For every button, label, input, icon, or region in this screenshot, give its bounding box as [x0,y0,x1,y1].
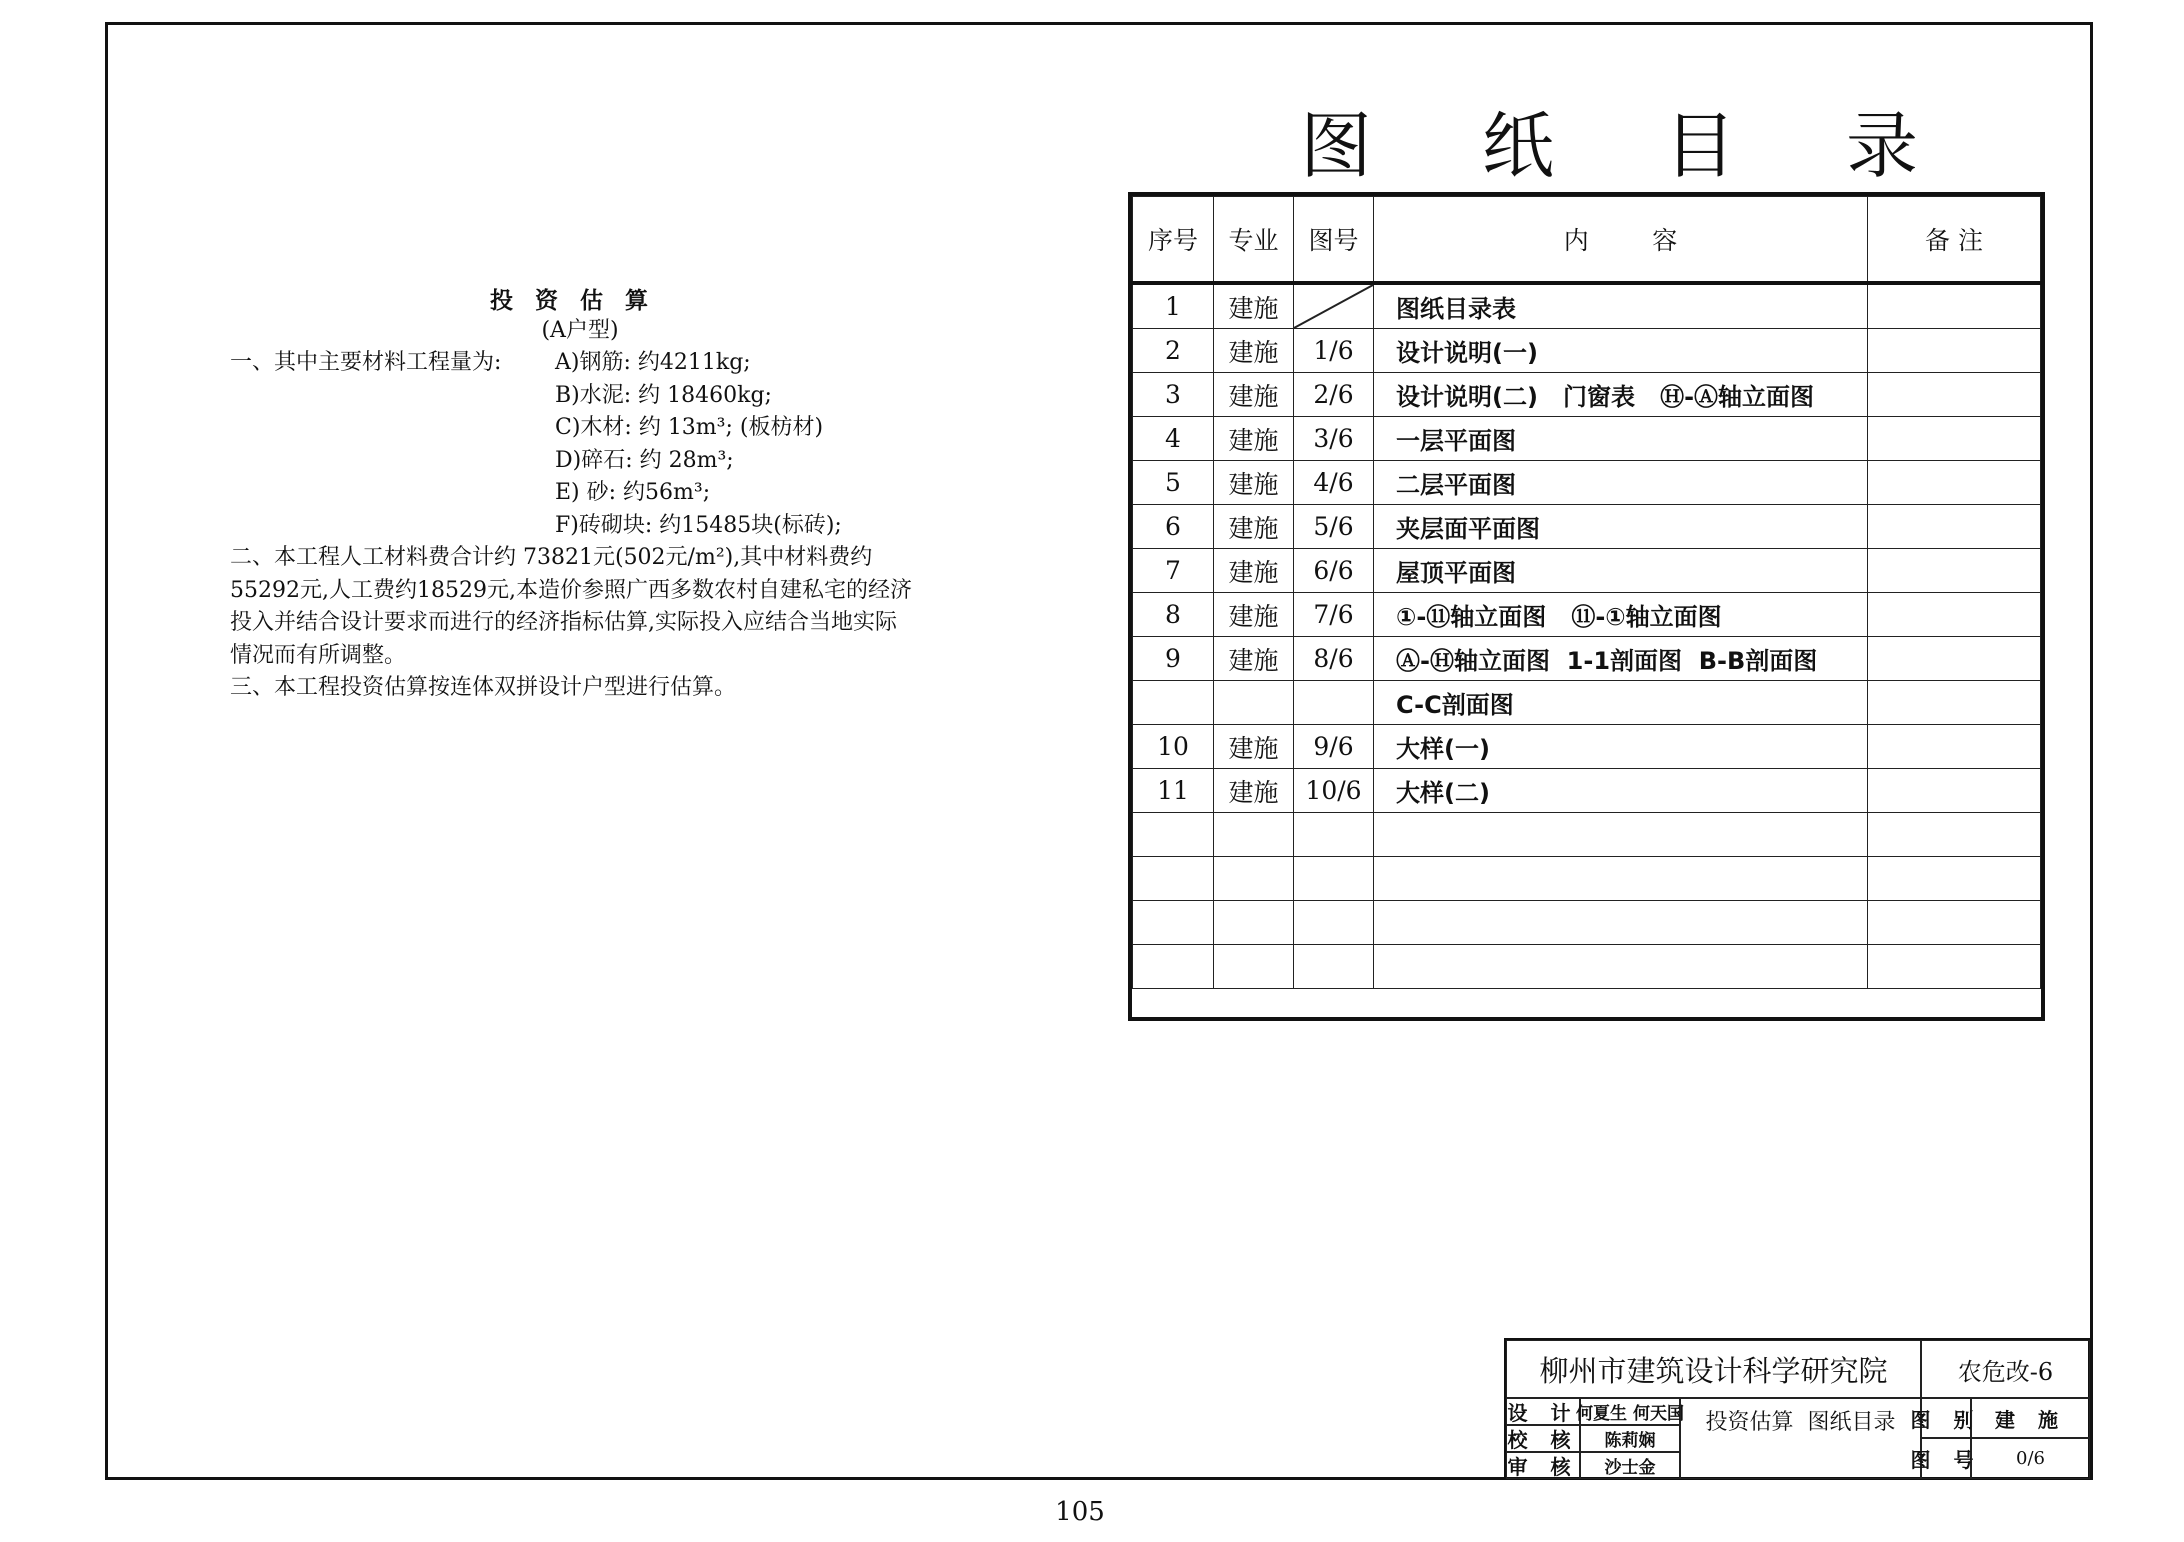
row-number: 8 [1133,593,1214,637]
row-number: 11 [1133,769,1214,813]
estimate-title: 投资估算 [490,287,670,314]
table-row [1133,593,2041,637]
row-number: 6 [1133,505,1214,549]
row-content [1374,857,1868,901]
row-remark [1868,549,2041,593]
estimate-paragraph-line: 55292元,人工费约18529元,本造价参照广西多数农村自建私宅的经济 [230,578,912,603]
row-drawing-no: 9/6 [1294,725,1374,769]
row-number [1133,901,1214,945]
row-specialty: 建施 [1214,417,1294,461]
row-remark [1868,505,2041,549]
row-content: 设计说明(一) [1374,329,1868,373]
header-no: 序号 [1133,197,1214,284]
row-drawing-no: 2/6 [1294,373,1374,417]
row-specialty [1214,945,1294,989]
table-row [1133,329,2041,373]
row-number [1133,945,1214,989]
check-name: 陈莉娴 [1580,1425,1680,1452]
row-drawing-no [1294,901,1374,945]
row-content: ①-⑪轴立面图 ⑪-①轴立面图 [1374,593,1868,637]
drawing-no-value: 0/6 [1971,1438,2090,1479]
row-number: 2 [1133,329,1214,373]
estimate-paragraph-line: 二、本工程人工材料费合计约 73821元(502元/m²),其中材料费约 [230,545,873,570]
row-drawing-no: 6/6 [1294,549,1374,593]
row-content: 图纸目录表 [1374,283,1868,329]
row-content [1374,901,1868,945]
table-row [1133,417,2041,461]
row-drawing-no: 3/6 [1294,417,1374,461]
table-row [1133,681,2041,725]
project-code: 农危改-6 [1921,1340,2090,1398]
table-row [1133,945,2041,989]
row-drawing-no [1294,945,1374,989]
row-specialty: 建施 [1214,769,1294,813]
page-number: 105 [1055,1497,1105,1527]
table-row [1133,505,2041,549]
estimate-paragraph-line: 三、本工程投资估算按连体双拼设计户型进行估算。 [230,675,737,700]
review-name: 沙士金 [1580,1452,1680,1479]
row-remark [1868,813,2041,857]
row-drawing-no: 1/6 [1294,329,1374,373]
design-names: 何夏生 何天国 [1580,1398,1680,1425]
row-specialty [1214,901,1294,945]
row-content [1374,813,1868,857]
row-remark [1868,725,2041,769]
row-content: 一层平面图 [1374,417,1868,461]
row-drawing-no: 5/6 [1294,505,1374,549]
table-row [1133,549,2041,593]
row-specialty: 建施 [1214,593,1294,637]
material-line: D)碎石: 约 28m³; [555,448,734,473]
row-remark [1868,373,2041,417]
row-specialty: 建施 [1214,725,1294,769]
row-specialty: 建施 [1214,373,1294,417]
title-block [1504,1338,2090,1479]
row-content: 夹层面平面图 [1374,505,1868,549]
row-drawing-no: 7/6 [1294,593,1374,637]
estimate-paragraph-line: 情况而有所调整。 [230,643,407,668]
row-remark [1868,945,2041,989]
table-row [1133,373,2041,417]
row-specialty: 建施 [1214,283,1294,329]
row-drawing-no [1294,283,1374,329]
row-number: 1 [1133,283,1214,329]
row-remark [1868,901,2041,945]
header-remark: 备 注 [1868,197,2041,284]
diagonal-slash-icon [1294,285,1373,328]
row-number [1133,813,1214,857]
table-header-row [1133,197,2041,284]
material-line: E) 砂: 约56m³; [555,480,711,505]
row-remark [1868,857,2041,901]
table-row [1133,637,2041,681]
row-content: 大样(二) [1374,769,1868,813]
estimate-subtitle: (A户型) [541,318,619,343]
row-specialty: 建施 [1214,637,1294,681]
row-remark [1868,329,2041,373]
material-line: B)水泥: 约 18460kg; [555,383,772,408]
row-remark [1868,637,2041,681]
header-specialty: 专业 [1214,197,1294,284]
row-number: 9 [1133,637,1214,681]
header-drawing-no: 图号 [1294,197,1374,284]
header-content: 内 容 [1374,197,1868,284]
drawing-no-label: 图 号 [1921,1438,1971,1479]
row-drawing-no [1294,813,1374,857]
drawing-directory-table [1128,192,2045,1021]
row-drawing-no: 4/6 [1294,461,1374,505]
row-specialty [1214,681,1294,725]
table-row [1133,901,2041,945]
row-specialty [1214,857,1294,901]
table-row [1133,461,2041,505]
estimate-paragraph-line: 投入并结合设计要求而进行的经济指标估算,实际投入应结合当地实际 [230,610,897,635]
directory-title: 图纸目录 [1300,104,2029,188]
row-number: 7 [1133,549,1214,593]
row-content: 屋顶平面图 [1374,549,1868,593]
table-row [1133,813,2041,857]
row-drawing-no [1294,857,1374,901]
category-value: 建 施 [1971,1398,2090,1438]
material-line: A)钢筋: 约4211kg; [555,350,751,375]
row-drawing-no: 10/6 [1294,769,1374,813]
table-row [1133,769,2041,813]
table-row [1133,857,2041,901]
row-drawing-no [1294,681,1374,725]
table-row [1133,283,2041,329]
row-number [1133,857,1214,901]
row-number: 3 [1133,373,1214,417]
row-remark [1868,417,2041,461]
review-label: 审 核 [1506,1452,1580,1479]
row-remark [1868,769,2041,813]
estimate-intro: 一、其中主要材料工程量为: [230,350,502,375]
row-content: 设计说明(二) 门窗表 Ⓗ-Ⓐ轴立面图 [1374,373,1868,417]
row-number: 5 [1133,461,1214,505]
row-content: 大样(一) [1374,725,1868,769]
row-remark [1868,593,2041,637]
row-content: 二层平面图 [1374,461,1868,505]
row-drawing-no: 8/6 [1294,637,1374,681]
row-specialty [1214,813,1294,857]
check-label: 校 核 [1506,1425,1580,1452]
row-number: 4 [1133,417,1214,461]
material-line: C)木材: 约 13m³; (板枋材) [555,415,824,440]
row-remark [1868,681,2041,725]
institute-name: 柳州市建筑设计科学研究院 [1506,1340,1921,1398]
material-line: F)砖砌块: 约15485块(标砖); [555,513,842,538]
row-content [1374,945,1868,989]
drawing-title: 投资估算 图纸目录 [1680,1398,1921,1479]
row-number [1133,681,1214,725]
row-specialty: 建施 [1214,329,1294,373]
design-label: 设 计 [1506,1398,1580,1425]
row-remark [1868,461,2041,505]
table-row [1133,725,2041,769]
row-content: Ⓐ-Ⓗ轴立面图 1-1剖面图 B-B剖面图 [1374,637,1868,681]
row-specialty: 建施 [1214,549,1294,593]
row-content: C-C剖面图 [1374,681,1868,725]
row-number: 10 [1133,725,1214,769]
row-specialty: 建施 [1214,461,1294,505]
row-specialty: 建施 [1214,505,1294,549]
category-label: 图 别 [1921,1398,1971,1438]
row-remark [1868,283,2041,329]
